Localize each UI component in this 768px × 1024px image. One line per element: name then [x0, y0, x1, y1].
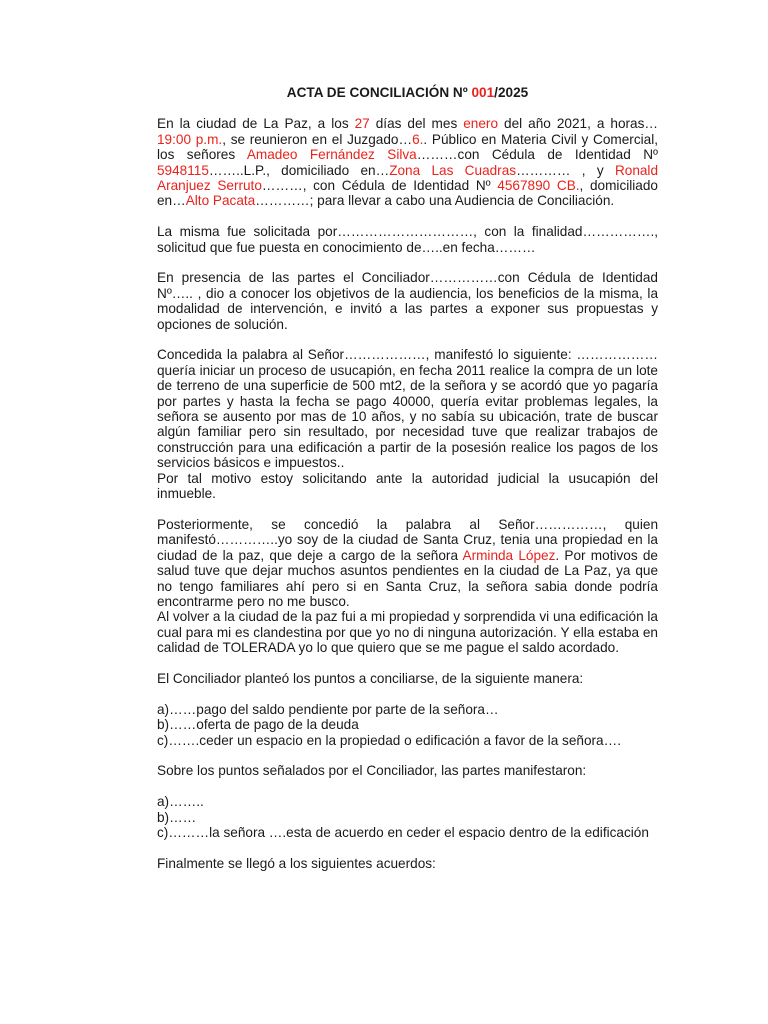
paragraph-first-party-statement: Concedida la palabra al Señor………………, manifestó lo siguiente: ………………quería iniciar un proceso de usucapión, en fecha 2011 realice la compra de un lote de terreno de una superficie de 500 mt2, de la señora y se acordó que yo pagaría por partes y hasta la fecha se pago 40000, quería evitar problemas legales, la señora se ausento por mas de 10 años, y no sabía su ubicación, trate de buscar algún familiar pero sin resultado, por necesidad tuve que realizar trabajos de construcción para una edificación a partir de la posesión realice los pagos de los servicios básicos e impuestos.. [157, 347, 658, 471]
highlighted-field: 19:00 p.m. [157, 131, 223, 147]
highlighted-field: Zona Las Cuadras [389, 162, 517, 178]
paragraph-request: La misma fue solicitada por…………………………, con la finalidad……………., solicitud que fue puesta en conocimiento de…..en fecha……… [157, 224, 658, 255]
highlighted-field: Amadeo Fernández Silva [246, 147, 417, 163]
text-run: , se reunieron en el Juzgado… [222, 131, 413, 147]
points-item-c: c)…….ceder un espacio en la propiedad o edificación a favor de la señora…. [157, 732, 621, 748]
highlighted-field: Alto Pacata [185, 193, 256, 209]
highlighted-field: 5948115 [157, 162, 209, 178]
response-item-b: b)…… [157, 809, 197, 825]
text-run: , domiciliado en… [157, 178, 658, 209]
highlighted-field: Ronald Aranjuez Serruto [157, 162, 659, 194]
text-run: ………, con Cédula de Identidad Nº [261, 178, 498, 194]
paragraph-second-party-statement [157, 517, 658, 609]
paragraph-opening [157, 116, 658, 208]
response-item-c: c)………la señora ….esta de acuerdo en ceder el espacio dentro de la edificación [157, 824, 649, 840]
text-run: . Público en Materia Civil y Comercial, los señores [157, 131, 658, 163]
title-year: /2025 [494, 85, 529, 100]
text-run: ……..L.P., domiciliado en… [208, 162, 390, 178]
text-run: …………; para llevar a cabo una Audiencia de Conciliación. [255, 193, 615, 209]
act-number: 001 [471, 85, 495, 100]
text-run: días del mes [369, 116, 464, 132]
text-run: . Por motivos de salud tuve que dejar muchos asuntos pendientes en la ciudad de La Paz, ya que no tengo familiares ahí pero si en Santa Cruz, la señora sabia donde podría encontrarme pero no me busco. [157, 547, 658, 609]
paragraph-second-party-claim: Al volver a la ciudad de la paz fui a mi propiedad y sorprendida vi una edificación la cual para mi es clandestina por que yo no di ninguna autorización. Y ella estaba en calidad de TOLERADA yo lo que quiero que se me pague el saldo acordado. [157, 609, 658, 656]
text-run: Posteriormente, se concedió la palabra al Señor……………, quien manifestó…………..yo soy de la ciudad de Santa Cruz, tenia una propiedad en la ciudad de la paz, que deje a cargo de la señora [157, 516, 658, 563]
paragraph-conciliator: En presencia de las partes el Conciliador……………con Cédula de Identidad Nº….. , dio a conocer los objetivos de la audiencia, los beneficios de la misma, la modalidad de intervención, e invitó a las partes a exponer sus propuestas y opciones de solución. [157, 270, 658, 332]
response-item-a: a)…….. [157, 794, 204, 810]
text-run: ………con Cédula de Identidad Nº [416, 147, 658, 163]
highlighted-field: Arminda López [462, 547, 556, 563]
highlighted-field: enero [463, 116, 499, 132]
text-run: En la ciudad de La Paz, a los [157, 116, 355, 132]
document-title [157, 85, 658, 100]
paragraph-responses-intro: Sobre los puntos señalados por el Conciliador, las partes manifestaron: [157, 763, 587, 779]
text-run: ………… , y [516, 162, 615, 178]
paragraph-points-intro: El Conciliador planteó los puntos a conciliarse, de la siguiente manera: [157, 670, 584, 686]
document-body [157, 85, 658, 871]
paragraph-agreements-intro: Finalmente se llegó a los siguientes acuerdos: [157, 855, 436, 871]
highlighted-field: 27 [354, 116, 370, 132]
highlighted-field: 6. [412, 131, 424, 147]
title-prefix: ACTA DE CONCILIACIÓN Nº [286, 85, 472, 100]
points-item-b: b)……oferta de pago de la deuda [157, 717, 359, 733]
highlighted-field: 4567890 CB. [497, 178, 580, 194]
paragraph-first-party-request: Por tal motivo estoy solicitando ante la autoridad judicial la usucapión del inmueble. [157, 470, 658, 502]
text-run: del año 2021, a horas… [498, 116, 658, 132]
points-item-a: a)……pago del saldo pendiente por parte de la señora… [157, 701, 499, 717]
